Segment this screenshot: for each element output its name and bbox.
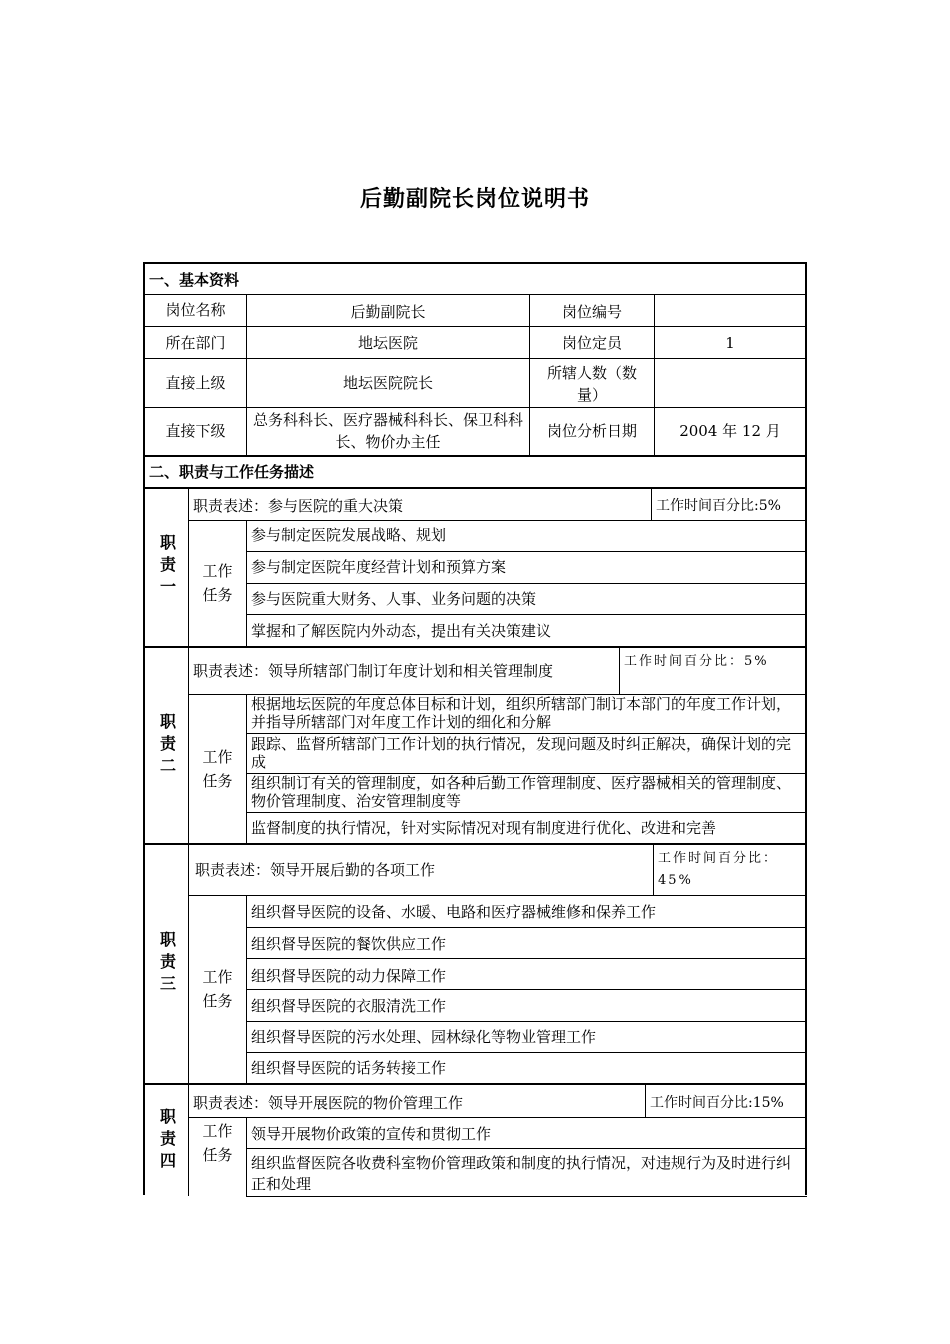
duty4-label (145, 1085, 188, 1196)
duty3-statement: 职责表述：领导开展后勤的各项工作 (195, 860, 436, 879)
label-headcount: 岗位定员 (561, 334, 622, 352)
duty2-time: 工作时间百分比：5% (624, 654, 769, 669)
divider (145, 487, 805, 489)
duty3-task-1: 组织督导医院的设备、水暖、电路和医疗器械维修和保养工作 (251, 903, 657, 921)
duty1-task-1: 参与制定医院发展战略、规划 (251, 526, 447, 544)
divider (189, 1117, 805, 1118)
duty3-task-6: 组织督导医院的话务转接工作 (251, 1059, 447, 1077)
duty1-time: 工作时间百分比:5% (656, 498, 781, 514)
duty3-task-3: 组织督导医院的动力保障工作 (251, 967, 447, 985)
duty2-label-text: 职责二 (157, 713, 177, 779)
duty3-task-5: 组织督导医院的污水处理、园林绿化等物业管理工作 (251, 1028, 597, 1046)
duty4-task-label-text: 工作任务 (202, 1122, 233, 1164)
label-position-number: 岗位编号 (561, 303, 622, 321)
divider (247, 1196, 807, 1197)
duty2-task-2: 跟踪、监督所辖部门工作计划的执行情况，发现问题及时纠正解决，确保计划的完成 (251, 735, 792, 771)
divider (247, 927, 805, 928)
value-supervisor: 地坛医院院长 (342, 373, 433, 392)
job-description-table (143, 262, 807, 1195)
divider (247, 614, 805, 615)
duty1-task-label-text: 工作任务 (202, 562, 233, 604)
divider (247, 958, 805, 959)
label-position-name: 岗位名称 (165, 301, 226, 319)
duty1-label (145, 488, 188, 646)
duty2-statement: 职责表述：领导所辖部门制订年度计划和相关管理制度 (193, 661, 554, 680)
duty2-task-3: 组织制订有关的管理制度，如各种后勤工作管理制度、医疗器械相关的管理制度、物价管理制度、治安管理制度等 (251, 774, 792, 810)
value-position-name: 后勤副院长 (350, 303, 426, 321)
duty3-task-label-text: 工作任务 (202, 968, 233, 1010)
duty1-label-text: 职责一 (157, 534, 177, 600)
value-subordinates: 总务科科长、医疗器械科科长、保卫科科长、物价办主任 (252, 411, 523, 451)
duty3-task-2: 组织督导医院的餐饮供应工作 (251, 935, 447, 953)
value-analysis-date: 2004 年 12 月 (679, 421, 781, 440)
duty1-task-4: 掌握和了解医院内外动态，提出有关决策建议 (251, 622, 552, 640)
duty1-task-2: 参与制定医院年度经营计划和预算方案 (251, 558, 507, 576)
label-department: 所在部门 (165, 334, 226, 352)
value-headcount: 1 (725, 334, 735, 352)
duty2-task-label-text: 工作任务 (202, 748, 233, 790)
page-title: 后勤副院长岗位说明书 (359, 186, 590, 212)
label-subordinates: 直接下级 (165, 421, 226, 440)
duty2-task-4: 监督制度的执行情况，针对实际情况对现有制度进行优化、改进和完善 (251, 819, 717, 837)
duty2-label (145, 648, 188, 844)
duty4-task-label (189, 1117, 246, 1163)
duty3-label (145, 845, 188, 1083)
divider (247, 1148, 805, 1149)
divider (189, 895, 805, 896)
duty4-label-text: 职责四 (157, 1107, 177, 1174)
section1-heading: 一、基本资料 (149, 270, 240, 289)
duty4-time: 工作时间百分比:15% (650, 1095, 784, 1111)
section2-heading: 二、职责与工作任务描述 (149, 462, 315, 481)
duty3-label-text: 职责三 (157, 931, 177, 997)
divider (145, 1083, 805, 1085)
duty4-task-2: 组织监督医院各收费科室物价管理政策和制度的执行情况，对违规行为及时进行纠正和处理 (251, 1154, 792, 1193)
duty2-task-label (189, 694, 246, 844)
divider (247, 989, 805, 990)
label-supervisor: 直接上级 (165, 373, 226, 392)
divider (145, 326, 805, 327)
duty2-task-1: 根据地坛医院的年度总体目标和计划，组织所辖部门制订本部门的年度工作计划，并指导所辖部门对年度工作计划的细化和分解 (251, 695, 792, 731)
label-analysis-date: 岗位分析日期 (546, 421, 637, 440)
duty1-task-3: 参与医院重大财务、人事、业务问题的决策 (251, 590, 537, 608)
duty4-task-1: 领导开展物价政策的宣传和贯彻工作 (251, 1125, 492, 1143)
duty3-task-label (189, 895, 246, 1083)
duty1-statement: 职责表述：参与医院的重大决策 (193, 497, 404, 515)
duty4-statement: 职责表述：领导开展医院的物价管理工作 (193, 1094, 464, 1112)
value-position-number (655, 297, 805, 328)
duty1-task-label (189, 520, 246, 646)
value-subordinate-count (655, 359, 805, 407)
duty3-task-4: 组织督导医院的衣服清洗工作 (251, 997, 447, 1015)
duty3-time: 工作时间百分比：45% (658, 851, 779, 888)
label-subordinate-count: 所辖人数（数量） (546, 364, 637, 404)
value-department: 地坛医院 (357, 334, 418, 352)
